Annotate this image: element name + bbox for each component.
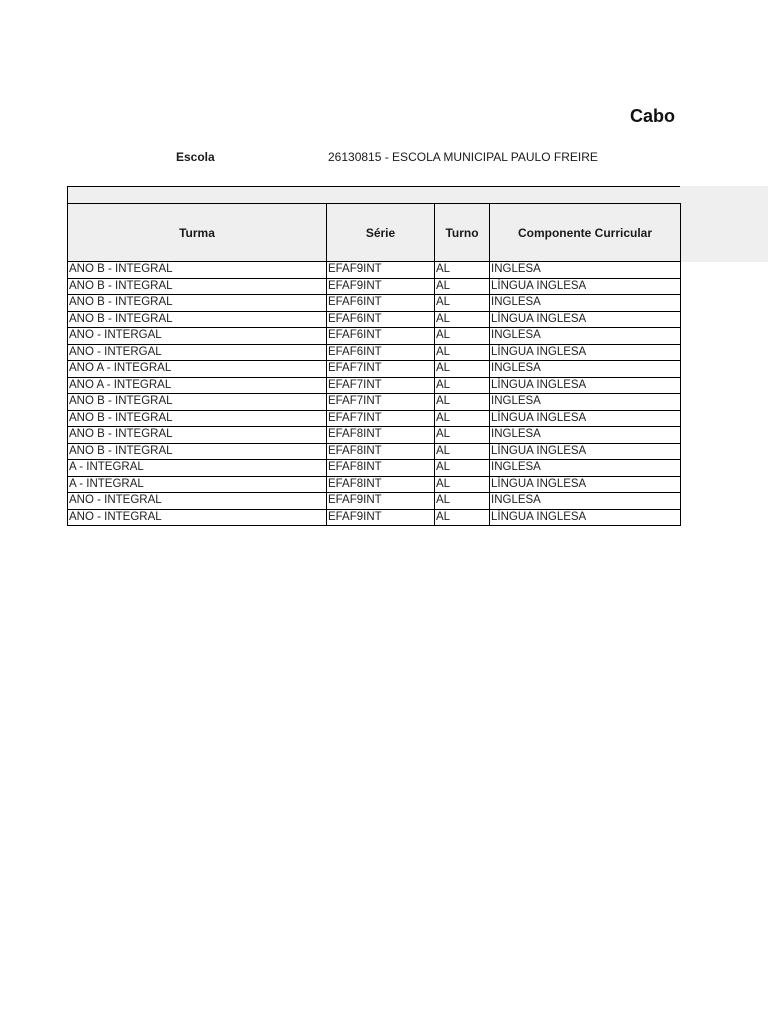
cell-turma: ANO A - INTEGRAL (68, 377, 327, 394)
table-row (68, 476, 681, 493)
cell-turno: AL (435, 278, 490, 295)
cell-turma: A - INTEGRAL (68, 460, 327, 477)
cell-turma: A - INTEGRAL (68, 476, 327, 493)
cell-componente: LÍNGUA INGLESA (490, 311, 681, 328)
cell-serie: EFAF8INT (327, 460, 435, 477)
cell-componente: INGLESA (490, 328, 681, 345)
escola-value: 26130815 - ESCOLA MUNICIPAL PAULO FREIRE (328, 150, 598, 164)
cell-turno: AL (435, 476, 490, 493)
cell-turma: ANO - INTEGRAL (68, 493, 327, 510)
cell-componente: INGLESA (490, 262, 681, 279)
cell-serie: EFAF7INT (327, 377, 435, 394)
cell-turma: ANO - INTEGRAL (68, 509, 327, 526)
cell-serie: EFAF7INT (327, 361, 435, 378)
cell-turno: AL (435, 377, 490, 394)
cell-serie: EFAF9INT (327, 509, 435, 526)
cell-componente: INGLESA (490, 394, 681, 411)
cell-serie: EFAF6INT (327, 344, 435, 361)
cell-turno: AL (435, 493, 490, 510)
cell-serie: EFAF7INT (327, 394, 435, 411)
cell-serie: EFAF9INT (327, 493, 435, 510)
table-row (68, 427, 681, 444)
table-body (68, 262, 681, 526)
table-row (68, 410, 681, 427)
cell-turma: ANO B - INTEGRAL (68, 295, 327, 312)
table-row (68, 493, 681, 510)
column-header-serie: Série (327, 204, 435, 262)
cell-turno: AL (435, 460, 490, 477)
cell-componente: INGLESA (490, 493, 681, 510)
cell-componente: LÍNGUA INGLESA (490, 344, 681, 361)
cell-componente: LÍNGUA INGLESA (490, 377, 681, 394)
cell-componente: INGLESA (490, 460, 681, 477)
page-title: Cabo (630, 106, 675, 126)
cell-componente: INGLESA (490, 427, 681, 444)
cell-turma: ANO B - INTEGRAL (68, 311, 327, 328)
table-top-bar (67, 186, 680, 203)
table-row (68, 328, 681, 345)
cell-componente: LÍNGUA INGLESA (490, 509, 681, 526)
cell-turno: AL (435, 427, 490, 444)
cell-turno: AL (435, 262, 490, 279)
cell-turma: ANO B - INTEGRAL (68, 394, 327, 411)
cell-turno: AL (435, 394, 490, 411)
cell-turma: ANO B - INTEGRAL (68, 443, 327, 460)
column-header-turno: Turno (435, 204, 490, 262)
cell-componente: LÍNGUA INGLESA (490, 410, 681, 427)
cell-turma: ANO - INTERGAL (68, 328, 327, 345)
escola-label: Escola (176, 150, 215, 164)
cell-turma: ANO B - INTEGRAL (68, 278, 327, 295)
cell-turno: AL (435, 311, 490, 328)
cell-componente: INGLESA (490, 295, 681, 312)
column-header-componente: Componente Curricular (490, 204, 681, 262)
table-row (68, 394, 681, 411)
cell-serie: EFAF6INT (327, 311, 435, 328)
table-row (68, 443, 681, 460)
side-panel (680, 186, 768, 262)
cell-turno: AL (435, 361, 490, 378)
cell-serie: EFAF6INT (327, 295, 435, 312)
cell-serie: EFAF6INT (327, 328, 435, 345)
cell-turma: ANO B - INTEGRAL (68, 427, 327, 444)
cell-componente: INGLESA (490, 361, 681, 378)
cell-serie: EFAF9INT (327, 262, 435, 279)
cell-turma: ANO - INTERGAL (68, 344, 327, 361)
table-row (68, 344, 681, 361)
cell-turma: ANO B - INTEGRAL (68, 410, 327, 427)
table-row (68, 460, 681, 477)
cell-turno: AL (435, 410, 490, 427)
cell-turma: ANO A - INTEGRAL (68, 361, 327, 378)
table-row (68, 278, 681, 295)
cell-serie: EFAF8INT (327, 443, 435, 460)
cell-serie: EFAF9INT (327, 278, 435, 295)
table-row (68, 509, 681, 526)
cell-turno: AL (435, 344, 490, 361)
table-row (68, 361, 681, 378)
table-row (68, 377, 681, 394)
cell-turma: ANO B - INTEGRAL (68, 262, 327, 279)
classes-table-wrap (67, 203, 681, 526)
cell-turno: AL (435, 328, 490, 345)
cell-serie: EFAF8INT (327, 476, 435, 493)
cell-serie: EFAF8INT (327, 427, 435, 444)
table-row (68, 311, 681, 328)
classes-table (67, 203, 681, 526)
table-header-row (68, 204, 681, 262)
cell-turno: AL (435, 295, 490, 312)
cell-turno: AL (435, 443, 490, 460)
cell-serie: EFAF7INT (327, 410, 435, 427)
column-header-turma: Turma (68, 204, 327, 262)
cell-componente: LÍNGUA INGLESA (490, 278, 681, 295)
table-row (68, 295, 681, 312)
cell-componente: LÍNGUA INGLESA (490, 443, 681, 460)
cell-componente: LÍNGUA INGLESA (490, 476, 681, 493)
table-row (68, 262, 681, 279)
cell-turno: AL (435, 509, 490, 526)
